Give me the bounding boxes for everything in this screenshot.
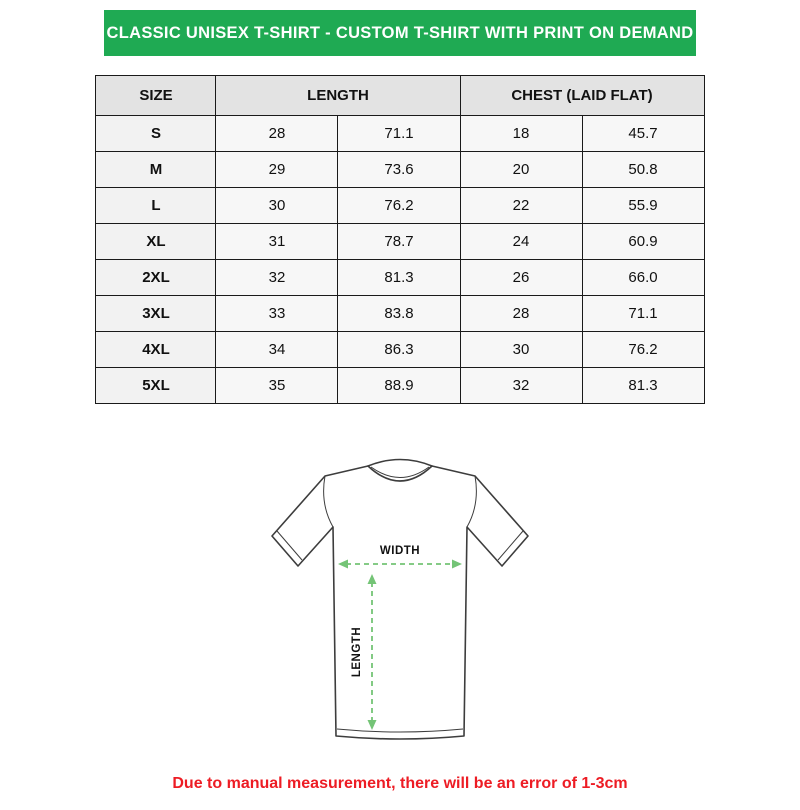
value-cell: 30 bbox=[460, 332, 582, 368]
value-cell: 76.2 bbox=[338, 188, 460, 224]
value-cell: 60.9 bbox=[582, 224, 704, 260]
header-size: SIZE bbox=[96, 76, 216, 116]
value-cell: 18 bbox=[460, 116, 582, 152]
page bbox=[0, 10, 800, 810]
value-cell: 45.7 bbox=[582, 116, 704, 152]
table-row bbox=[96, 332, 704, 368]
value-cell: 71.1 bbox=[338, 116, 460, 152]
tshirt-svg bbox=[250, 444, 550, 754]
value-cell: 83.8 bbox=[338, 296, 460, 332]
value-cell: 22 bbox=[460, 188, 582, 224]
value-cell: 29 bbox=[216, 152, 338, 188]
value-cell: 24 bbox=[460, 224, 582, 260]
table-row bbox=[96, 116, 704, 152]
value-cell: 32 bbox=[216, 260, 338, 296]
size-cell: M bbox=[96, 152, 216, 188]
size-chart-body bbox=[96, 116, 704, 404]
size-cell: 3XL bbox=[96, 296, 216, 332]
collar-back-line bbox=[368, 460, 432, 467]
footnote bbox=[0, 775, 800, 793]
value-cell: 81.3 bbox=[582, 368, 704, 404]
value-cell: 34 bbox=[216, 332, 338, 368]
value-cell: 73.6 bbox=[338, 152, 460, 188]
title-banner bbox=[104, 10, 696, 56]
table-row bbox=[96, 260, 704, 296]
size-cell: L bbox=[96, 188, 216, 224]
header-length: LENGTH bbox=[216, 76, 460, 116]
size-cell: 4XL bbox=[96, 332, 216, 368]
value-cell: 88.9 bbox=[338, 368, 460, 404]
length-label: LENGTH bbox=[351, 626, 363, 678]
size-cell: 5XL bbox=[96, 368, 216, 404]
table-row bbox=[96, 188, 704, 224]
size-cell: S bbox=[96, 116, 216, 152]
header-row bbox=[96, 76, 704, 116]
value-cell: 78.7 bbox=[338, 224, 460, 260]
width-label: WIDTH bbox=[379, 545, 421, 557]
value-cell: 33 bbox=[216, 296, 338, 332]
footnote-text: Due to manual measurement, there will be an error of 1-3cm bbox=[172, 775, 628, 792]
page-title: CLASSIC UNISEX T-SHIRT - CUSTOM T-SHIRT WITH PRINT ON DEMAND bbox=[106, 24, 694, 42]
size-cell: 2XL bbox=[96, 260, 216, 296]
table-row bbox=[96, 296, 704, 332]
value-cell: 55.9 bbox=[582, 188, 704, 224]
tshirt-diagram bbox=[250, 444, 550, 759]
value-cell: 31 bbox=[216, 224, 338, 260]
table-row bbox=[96, 224, 704, 260]
value-cell: 76.2 bbox=[582, 332, 704, 368]
value-cell: 35 bbox=[216, 368, 338, 404]
table-row bbox=[96, 152, 704, 188]
header-chest: CHEST (LAID FLAT) bbox=[460, 76, 704, 116]
value-cell: 71.1 bbox=[582, 296, 704, 332]
value-cell: 86.3 bbox=[338, 332, 460, 368]
value-cell: 66.0 bbox=[582, 260, 704, 296]
value-cell: 26 bbox=[460, 260, 582, 296]
size-chart-header bbox=[96, 76, 704, 116]
value-cell: 81.3 bbox=[338, 260, 460, 296]
table-row bbox=[96, 368, 704, 404]
value-cell: 50.8 bbox=[582, 152, 704, 188]
value-cell: 28 bbox=[460, 296, 582, 332]
size-chart-table bbox=[95, 75, 704, 404]
value-cell: 28 bbox=[216, 116, 338, 152]
tshirt-outline bbox=[272, 466, 528, 739]
size-cell: XL bbox=[96, 224, 216, 260]
value-cell: 30 bbox=[216, 188, 338, 224]
value-cell: 20 bbox=[460, 152, 582, 188]
value-cell: 32 bbox=[460, 368, 582, 404]
